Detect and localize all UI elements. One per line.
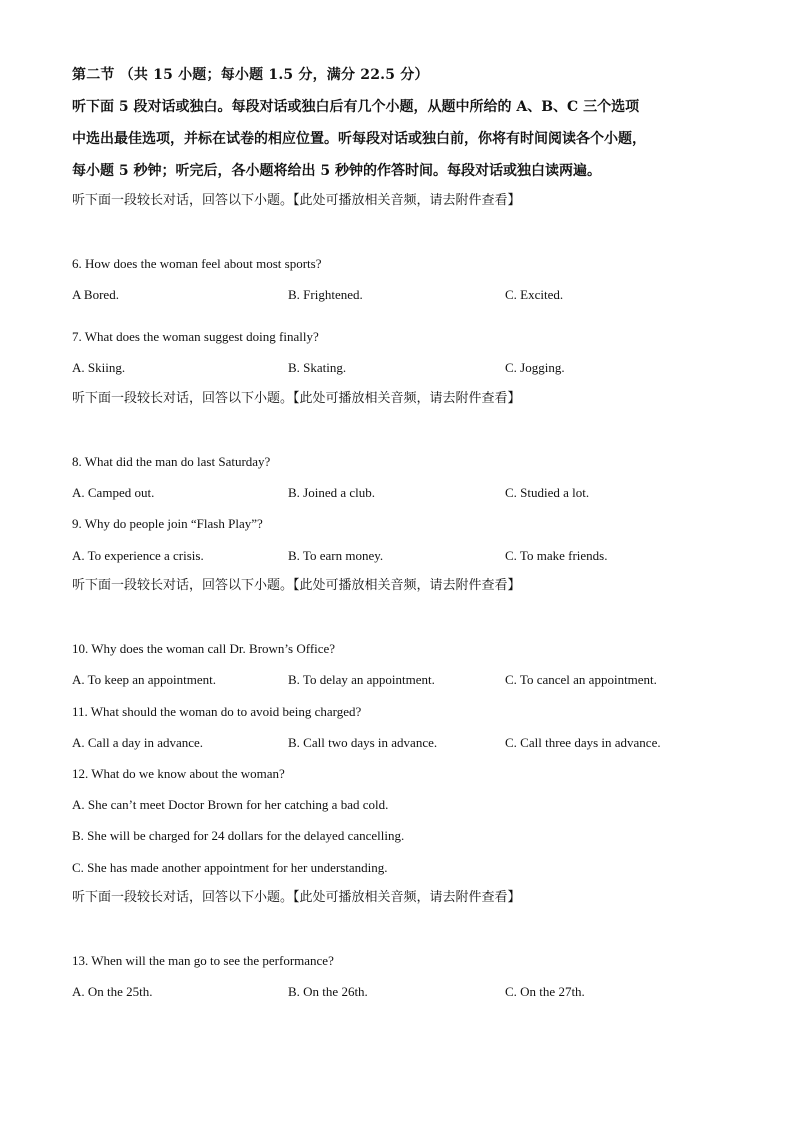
q7-option-b: B. Skating.	[288, 360, 347, 375]
audio-note-2: 听下面一段较长对话，回答以下小题。【此处可播放相关音频，请去附件查看】	[72, 391, 521, 406]
question-11: 11. What should the woman do to avoid being charged?	[72, 704, 362, 719]
q10-option-c: C. To cancel an appointment.	[505, 672, 657, 687]
intro-line-2: 中选出最佳选项，并标在试卷的相应位置。听每段对话或独白前，你将有时间阅读各个小题，	[72, 131, 646, 147]
audio-note-1: 听下面一段较长对话，回答以下小题。【此处可播放相关音频，请去附件查看】	[72, 193, 521, 208]
q6-option-b: B. Frightened.	[288, 287, 363, 302]
q10-option-a: A. To keep an appointment.	[72, 672, 216, 687]
q13-option-b: B. On the 26th.	[288, 984, 368, 999]
intro-line-3: 每小题 5 秒钟；听完后，各小题将给出 5 秒钟的作答时间。每段对话或独白读两遍。	[72, 163, 601, 179]
q10-option-b: B. To delay an appointment.	[288, 672, 435, 687]
question-8: 8. What did the man do last Saturday?	[72, 454, 271, 469]
q11-option-b: B. Call two days in advance.	[288, 735, 438, 750]
question-9: 9. Why do people join “Flash Play”?	[72, 516, 263, 531]
q8-option-b: B. Joined a club.	[288, 485, 376, 500]
q9-option-c: C. To make friends.	[505, 548, 608, 563]
q9-option-b: B. To earn money.	[288, 548, 384, 563]
question-10: 10. Why does the woman call Dr. Brown’s Office?	[72, 641, 336, 656]
q12-option-a: A. She can’t meet Doctor Brown for her catching a bad cold.	[72, 797, 389, 812]
audio-note-3: 听下面一段较长对话，回答以下小题。【此处可播放相关音频，请去附件查看】	[72, 578, 521, 593]
intro-line-1: 听下面 5 段对话或独白。每段对话或独白后有几个小题，从题中所给的 A、B、C 三个选项	[72, 99, 640, 115]
audio-note-4: 听下面一段较长对话，回答以下小题。【此处可播放相关音频，请去附件查看】	[72, 890, 521, 905]
question-6: 6. How does the woman feel about most sports?	[72, 256, 322, 271]
q7-option-a: A. Skiing.	[72, 360, 126, 375]
section-heading: 第二节 （共 15 小题；每小题 1.5 分，满分 22.5 分）	[72, 67, 429, 83]
q11-option-a: A. Call a day in advance.	[72, 735, 204, 750]
q6-option-c: C. Excited.	[505, 287, 564, 302]
question-12: 12. What do we know about the woman?	[72, 766, 285, 781]
q8-option-c: C. Studied a lot.	[505, 485, 590, 500]
q7-option-c: C. Jogging.	[505, 360, 565, 375]
question-13: 13. When will the man go to see the performance?	[72, 953, 334, 968]
q12-option-b: B. She will be charged for 24 dollars for the delayed cancelling.	[72, 828, 405, 843]
q12-option-c: C. She has made another appointment for her understanding.	[72, 860, 388, 875]
question-7: 7. What does the woman suggest doing finally?	[72, 329, 319, 344]
q9-option-a: A. To experience a crisis.	[72, 548, 204, 563]
q8-option-a: A. Camped out.	[72, 485, 155, 500]
q13-option-a: A. On the 25th.	[72, 984, 153, 999]
q13-option-c: C. On the 27th.	[505, 984, 585, 999]
q11-option-c: C. Call three days in advance.	[505, 735, 661, 750]
q6-option-a: A Bored.	[72, 287, 119, 302]
